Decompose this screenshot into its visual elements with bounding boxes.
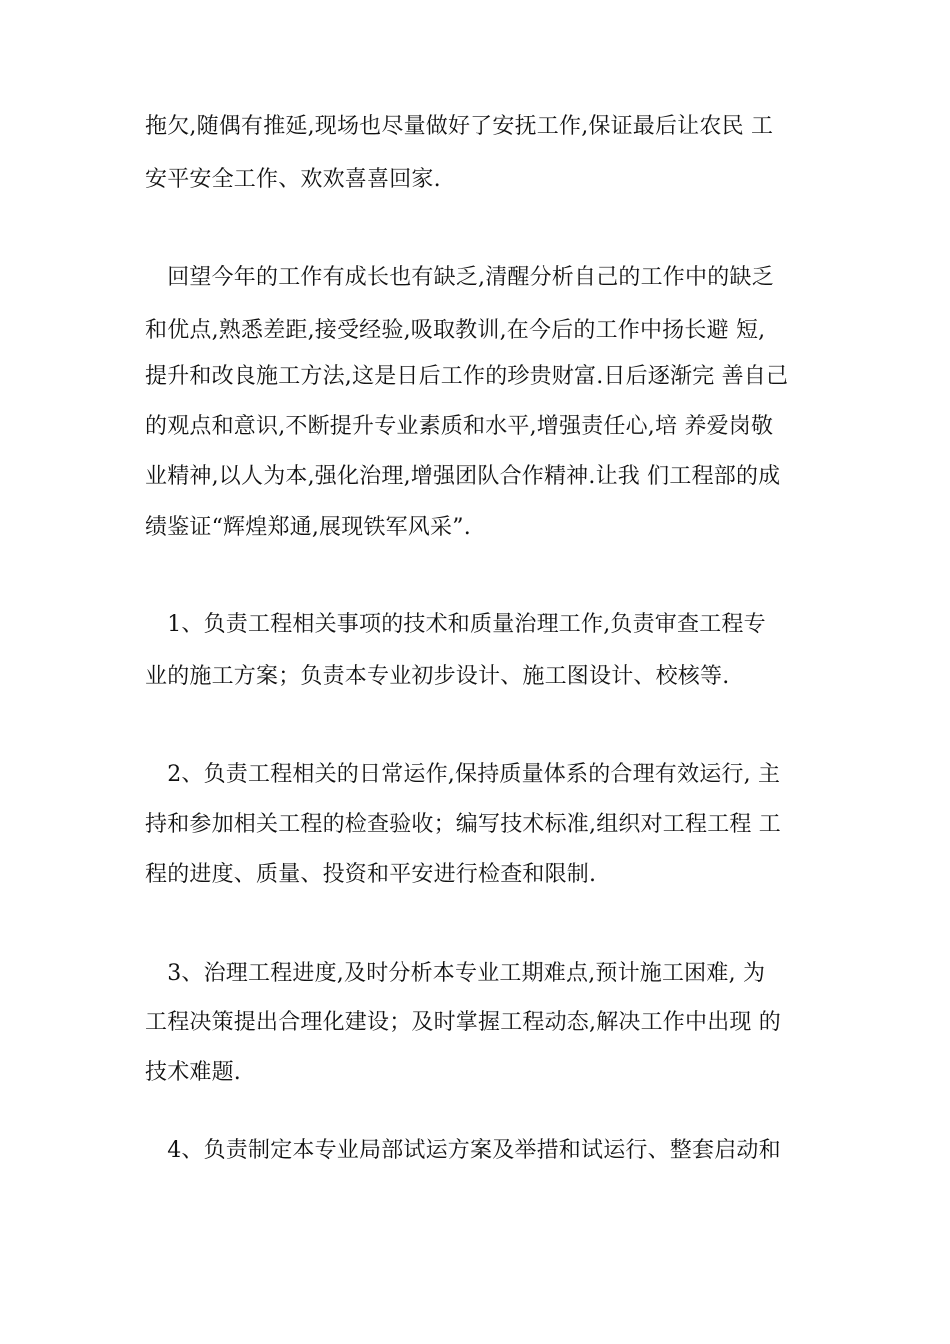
text-line: 业的施工方案；负责本专业初步设计、施工图设计、校核等. (145, 664, 730, 689)
text-line: 4、负责制定本专业局部试运方案及举措和试运行、整套启动和 (145, 1138, 781, 1163)
text-line: 3、治理工程进度,及时分析本专业工期难点,预计施工困难, 为 (145, 961, 766, 986)
text-line: 绩鉴证“辉煌郑通,展现铁军风采”. (145, 515, 471, 540)
text-line: 1、负责工程相关事项的技术和质量治理工作,负责审查工程专 (145, 612, 766, 637)
text-line: 工程决策提出合理化建设；及时掌握工程动态,解决工作中出现 的 (145, 1010, 781, 1035)
text-line: 回望今年的工作有成长也有缺乏,清醒分析自己的工作中的缺乏 (145, 265, 774, 290)
text-line: 业精神,以人为本,强化治理,增强团队合作精神.让我 们工程部的成 (145, 464, 781, 489)
text-line: 拖欠,随偶有推延,现场也尽量做好了安抚工作,保证最后让农民 工 (145, 114, 774, 139)
text-line: 提升和改良施工方法,这是日后工作的珍贵财富.日后逐渐完 善自己 (145, 364, 789, 389)
text-line: 持和参加相关工程的检查验收；编写技术标准,组织对工程工程 工 (145, 812, 781, 837)
text-line: 程的进度、质量、投资和平安进行检查和限制. (145, 862, 597, 887)
text-line: 和优点,熟悉差距,接受经验,吸取教训,在今后的工作中扬长避 短, (145, 318, 766, 343)
text-line: 安平安全工作、欢欢喜喜回家. (145, 167, 441, 192)
text-line: 的观点和意识,不断提升专业素质和水平,增强责任心,培 养爱岗敬 (145, 414, 774, 439)
text-line: 2、负责工程相关的日常运作,保持质量体系的合理有效运行, 主 (145, 762, 781, 787)
text-line: 技术难题. (145, 1060, 241, 1085)
